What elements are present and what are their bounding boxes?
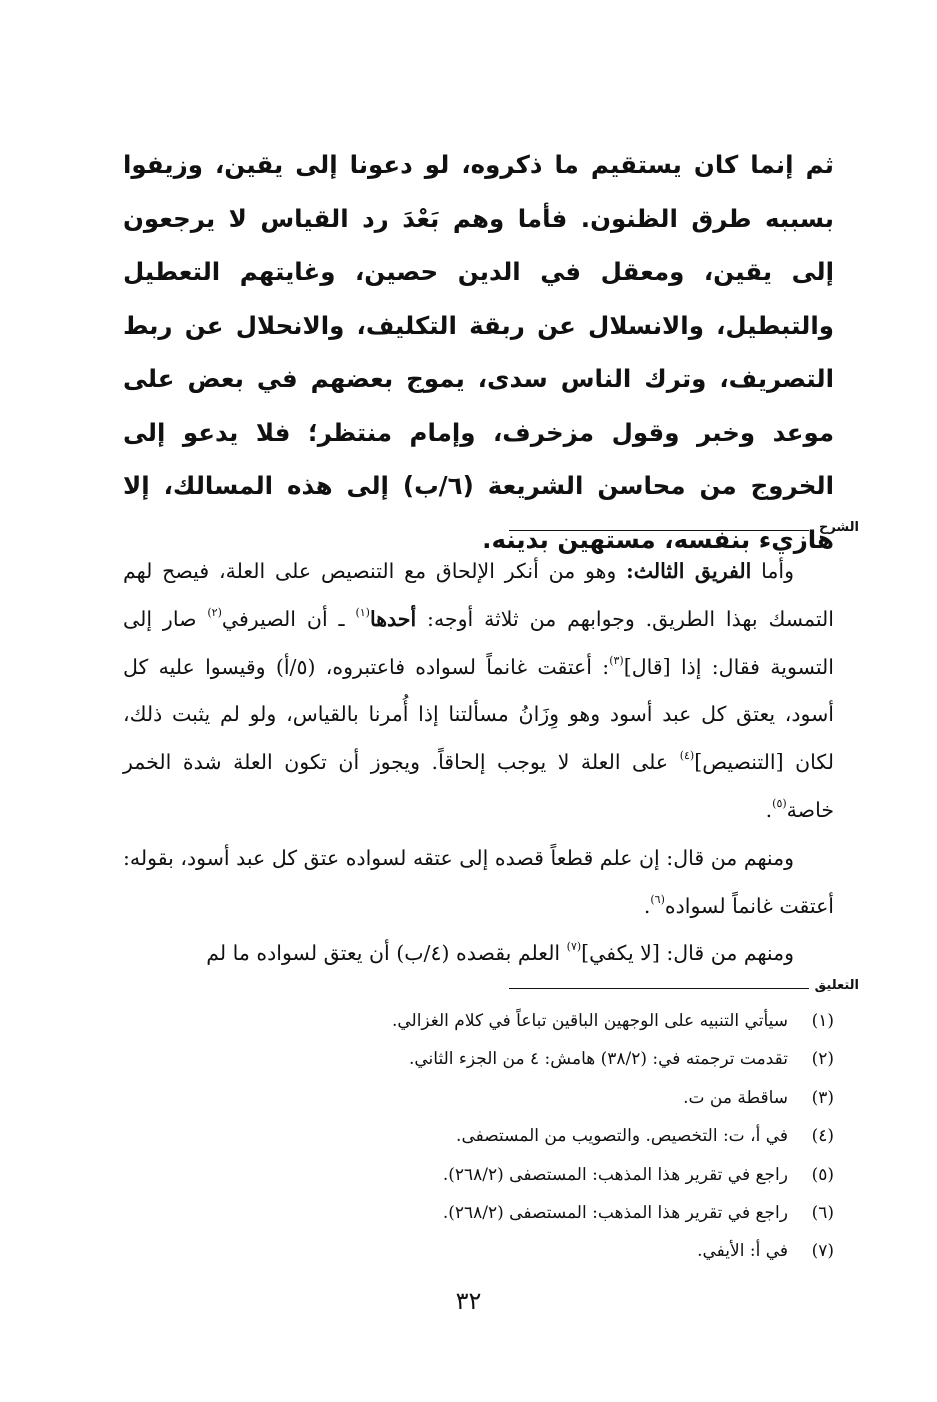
footnote-ref: (٥)	[772, 796, 787, 810]
sharh-paragraph-3: ومنهم من قال: [لا يكفي]$^{(٧)}$ العلم بقصده (٤/ب) أن يعتق لسواده ما لم	[206, 940, 794, 966]
footnote-ref: (١)	[355, 605, 370, 619]
sharh-paragraph-2: ومنهم من قال: إن علم قطعاً قصده إلى عتقه لسواده عتق كل عبد أسود، بقوله: أعتقت غانماً لسواده$^{(٦)}$.	[123, 845, 834, 918]
page-number: ٣٢	[455, 1287, 482, 1315]
footnote-number: (٥)	[811, 1164, 834, 1185]
sharh-divider	[509, 530, 809, 531]
footnote-item	[123, 1002, 834, 1040]
footnote-number: (٣)	[811, 1087, 834, 1108]
footnote-ref: (٧)	[566, 940, 582, 954]
footnote-item	[123, 1079, 834, 1117]
footnote-item	[123, 1232, 834, 1270]
sharh-paragraph-1: وأما الفريق الثالث: وهو من أنكر الإلحاق مع التنصيص على العلة، فيصح لهم التمسك بهذا الطريق. وجوابهم من ثلاثة أوجه: أحدها$^{(١)}$ ـ أن الصيرفي$^{(٢)}$ صار إلى التسوية فقال: إذا [قال]$^{(٣)}$: أعتقت غانماً لسواده فاعتبروه، (٥/أ) وقيسوا عليه كل أسود، يعتق كل عبد أسود وهو وِزَانُ مسألتنا إذا أُمرنا بالقياس، ولو لم يثبت ذلك، لكان [التنصيص]$^{(٤)}$ على العلة لا يوجب إلحاقاً. ويجوز أن تكون العلة شدة الخمر خاصة$^{(٥)}$.	[123, 559, 834, 822]
footnote-ref: (٢)	[207, 605, 222, 619]
sharh-section-header	[519, 520, 859, 540]
sharh-commentary	[123, 548, 834, 978]
footnote-ref: (٤)	[679, 749, 695, 763]
footnote-text: سيأتي التنبيه على الوجهين الباقين تباعاً في كلام الغزالي.	[391, 1011, 788, 1031]
main-text: ثم إنما كان يستقيم ما ذكروه، لو دعونا إلى يقين، وزيفوا بسببه طرق الظنون. فأما وهم بَعْدَ رد القياس لا يرجعون إلى يقين، ومعقل في الدين حصين، وغايتهم التعطيل والتبطيل، والانسلال عن ربقة التكليف، والانحلال عن ربط التصريف، وترك الناس سدى، يموج بعضهم في بعض على موعد وخبر وقول مزخرف، وإمام منتظر؛ فلا يدعو إلى الخروج من محاسن الشريعة (٦/ب) إلى هذه المسالك، إلا هازيء بنفسه، مستهين بدينه.	[123, 150, 834, 554]
footnote-ref: (٦)	[650, 892, 665, 906]
footnote-number: (٢)	[811, 1049, 834, 1070]
taliq-section-header	[519, 978, 859, 998]
footnote-text: راجع في تقرير هذا المذهب: المستصفى (٢٦٨/٢).	[442, 1203, 788, 1224]
footnote-text: تقدمت ترجمته في: (٣٨/٢) هامش: ٤ من الجزء الثاني.	[408, 1049, 788, 1070]
bold-term-first: أحدها	[369, 606, 417, 631]
footnotes-list	[123, 1002, 834, 1271]
footnote-item	[123, 1117, 834, 1155]
taliq-label: التعليق	[814, 978, 859, 993]
footnote-text: راجع في تقرير هذا المذهب: المستصفى (٢٦٨/٢).	[442, 1164, 788, 1185]
footnote-item	[123, 1194, 834, 1232]
footnote-item	[123, 1156, 834, 1194]
footnote-text: في أ: الأيفي.	[697, 1241, 788, 1262]
footnote-text: ساقطة من ت.	[683, 1087, 788, 1108]
footnote-number: (٧)	[811, 1241, 834, 1262]
taliq-divider	[509, 988, 809, 989]
footnote-ref: (٣)	[609, 653, 624, 667]
footnote-text: في أ، ت: التخصيص. والتصويب من المستصفى.	[456, 1126, 788, 1147]
footnote-item	[123, 1040, 834, 1078]
footnote-number: (١)	[811, 1011, 834, 1031]
bold-term-third-group: الفريق الثالث:	[626, 559, 752, 583]
footnote-number: (٤)	[811, 1126, 834, 1147]
sharh-label: الشرح	[818, 520, 859, 535]
footnote-number: (٦)	[811, 1203, 834, 1224]
